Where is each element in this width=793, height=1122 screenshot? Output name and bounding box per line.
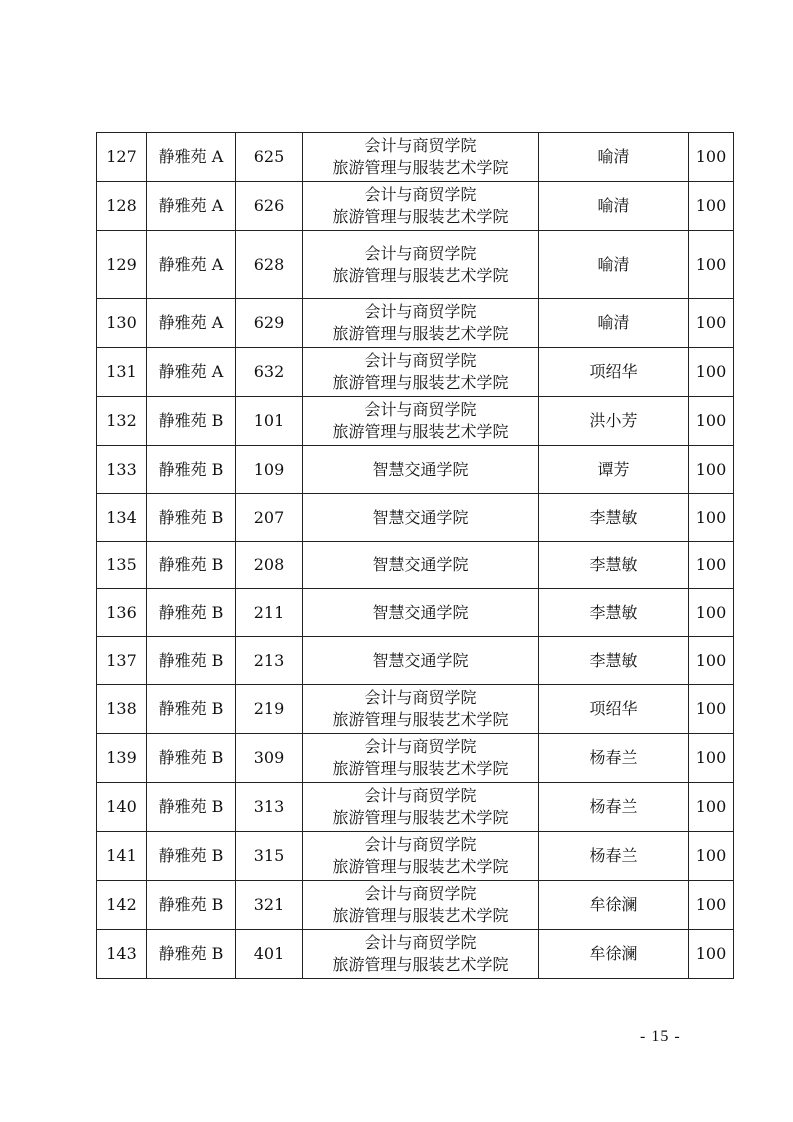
score-cell: 100	[689, 783, 734, 832]
college-line: 会计与商贸学院	[364, 884, 477, 903]
college-cell	[303, 881, 539, 930]
room-cell: 313	[236, 783, 303, 832]
table-row	[97, 637, 734, 685]
building-cell: 静雅苑 A	[147, 133, 236, 182]
table-row	[97, 348, 734, 397]
college-line: 智慧交通学院	[372, 602, 469, 622]
row-number-cell: 129	[97, 231, 147, 299]
room-cell: 208	[236, 542, 303, 589]
college-line: 智慧交通学院	[372, 459, 469, 479]
row-number-cell: 139	[97, 734, 147, 783]
college-line: 会计与商贸学院	[364, 835, 477, 854]
manager-cell: 李慧敏	[539, 589, 689, 637]
score-cell: 100	[689, 832, 734, 881]
score-cell: 100	[689, 494, 734, 542]
row-number-cell: 135	[97, 542, 147, 589]
table-row	[97, 182, 734, 231]
college-line: 旅游管理与服装艺术学院	[332, 324, 509, 343]
college-cell	[303, 494, 539, 542]
room-cell: 321	[236, 881, 303, 930]
table-row	[97, 783, 734, 832]
room-cell: 309	[236, 734, 303, 783]
row-number-cell: 142	[97, 881, 147, 930]
row-number-cell: 131	[97, 348, 147, 397]
building-cell: 静雅苑 B	[147, 685, 236, 734]
score-cell: 100	[689, 182, 734, 231]
table-row	[97, 299, 734, 348]
college-line: 会计与商贸学院	[364, 302, 477, 321]
college-cell	[303, 685, 539, 734]
table-row	[97, 930, 734, 979]
college-line: 会计与商贸学院	[364, 737, 477, 756]
college-line: 会计与商贸学院	[364, 400, 477, 419]
college-line: 旅游管理与服装艺术学院	[332, 422, 509, 441]
room-cell: 219	[236, 685, 303, 734]
row-number-cell: 133	[97, 446, 147, 494]
room-cell: 632	[236, 348, 303, 397]
college-cell	[303, 182, 539, 231]
manager-cell: 李慧敏	[539, 494, 689, 542]
college-cell	[303, 299, 539, 348]
score-cell: 100	[689, 881, 734, 930]
score-cell: 100	[689, 930, 734, 979]
table-row	[97, 446, 734, 494]
page-number: - 15 -	[640, 1028, 681, 1045]
college-cell	[303, 783, 539, 832]
room-cell: 401	[236, 930, 303, 979]
row-number-cell: 128	[97, 182, 147, 231]
college-line: 旅游管理与服装艺术学院	[332, 955, 509, 974]
dorm-inspection-table	[96, 132, 734, 979]
table-row	[97, 231, 734, 299]
college-cell	[303, 231, 539, 299]
manager-cell: 牟徐澜	[539, 930, 689, 979]
building-cell: 静雅苑 B	[147, 783, 236, 832]
room-cell: 109	[236, 446, 303, 494]
table-row	[97, 832, 734, 881]
college-line: 会计与商贸学院	[364, 185, 477, 204]
college-line: 旅游管理与服装艺术学院	[332, 710, 509, 729]
score-cell: 100	[689, 133, 734, 182]
score-cell: 100	[689, 397, 734, 446]
college-cell	[303, 133, 539, 182]
building-cell: 静雅苑 A	[147, 299, 236, 348]
college-line: 会计与商贸学院	[364, 136, 477, 155]
table-row	[97, 589, 734, 637]
table-row	[97, 397, 734, 446]
college-line: 智慧交通学院	[372, 650, 469, 670]
college-line: 智慧交通学院	[372, 507, 469, 527]
college-line: 旅游管理与服装艺术学院	[332, 759, 509, 778]
college-line: 旅游管理与服装艺术学院	[332, 373, 509, 392]
college-cell	[303, 832, 539, 881]
college-line: 会计与商贸学院	[364, 786, 477, 805]
table-row	[97, 734, 734, 783]
score-cell: 100	[689, 446, 734, 494]
room-cell: 213	[236, 637, 303, 685]
room-cell: 207	[236, 494, 303, 542]
building-cell: 静雅苑 A	[147, 231, 236, 299]
college-cell	[303, 589, 539, 637]
manager-cell: 项绍华	[539, 685, 689, 734]
college-cell	[303, 734, 539, 783]
row-number-cell: 136	[97, 589, 147, 637]
score-cell: 100	[689, 299, 734, 348]
college-line: 旅游管理与服装艺术学院	[332, 158, 509, 177]
building-cell: 静雅苑 B	[147, 637, 236, 685]
score-cell: 100	[689, 734, 734, 783]
building-cell: 静雅苑 B	[147, 881, 236, 930]
building-cell: 静雅苑 B	[147, 734, 236, 783]
building-cell: 静雅苑 B	[147, 494, 236, 542]
room-cell: 211	[236, 589, 303, 637]
row-number-cell: 132	[97, 397, 147, 446]
college-line: 智慧交通学院	[372, 555, 469, 574]
room-cell: 101	[236, 397, 303, 446]
college-line: 旅游管理与服装艺术学院	[332, 207, 509, 226]
college-line: 会计与商贸学院	[364, 351, 477, 370]
college-cell	[303, 446, 539, 494]
college-line: 会计与商贸学院	[364, 243, 477, 263]
score-cell: 100	[689, 685, 734, 734]
room-cell: 626	[236, 182, 303, 231]
room-cell: 629	[236, 299, 303, 348]
college-line: 会计与商贸学院	[364, 688, 477, 707]
building-cell: 静雅苑 B	[147, 397, 236, 446]
manager-cell: 杨春兰	[539, 832, 689, 881]
college-line: 旅游管理与服装艺术学院	[332, 265, 509, 285]
row-number-cell: 143	[97, 930, 147, 979]
college-cell	[303, 637, 539, 685]
building-cell: 静雅苑 B	[147, 832, 236, 881]
row-number-cell: 134	[97, 494, 147, 542]
row-number-cell: 138	[97, 685, 147, 734]
score-cell: 100	[689, 542, 734, 589]
table-row	[97, 494, 734, 542]
table-row	[97, 685, 734, 734]
college-line: 旅游管理与服装艺术学院	[332, 906, 509, 925]
row-number-cell: 130	[97, 299, 147, 348]
room-cell: 625	[236, 133, 303, 182]
row-number-cell: 127	[97, 133, 147, 182]
table-body	[97, 133, 734, 979]
score-cell: 100	[689, 637, 734, 685]
college-cell	[303, 397, 539, 446]
college-line: 会计与商贸学院	[364, 933, 477, 952]
table-row	[97, 133, 734, 182]
manager-cell: 杨春兰	[539, 734, 689, 783]
manager-cell: 喻清	[539, 182, 689, 231]
college-line: 旅游管理与服装艺术学院	[332, 808, 509, 827]
manager-cell: 谭芳	[539, 446, 689, 494]
row-number-cell: 137	[97, 637, 147, 685]
building-cell: 静雅苑 B	[147, 446, 236, 494]
score-cell: 100	[689, 348, 734, 397]
building-cell: 静雅苑 B	[147, 589, 236, 637]
manager-cell: 杨春兰	[539, 783, 689, 832]
building-cell: 静雅苑 A	[147, 348, 236, 397]
score-cell: 100	[689, 231, 734, 299]
building-cell: 静雅苑 B	[147, 930, 236, 979]
manager-cell: 牟徐澜	[539, 881, 689, 930]
table-row	[97, 881, 734, 930]
row-number-cell: 141	[97, 832, 147, 881]
row-number-cell: 140	[97, 783, 147, 832]
manager-cell: 李慧敏	[539, 542, 689, 589]
manager-cell: 喻清	[539, 231, 689, 299]
building-cell: 静雅苑 B	[147, 542, 236, 589]
score-cell: 100	[689, 589, 734, 637]
room-cell: 628	[236, 231, 303, 299]
manager-cell: 项绍华	[539, 348, 689, 397]
building-cell: 静雅苑 A	[147, 182, 236, 231]
college-cell	[303, 930, 539, 979]
manager-cell: 喻清	[539, 299, 689, 348]
manager-cell: 洪小芳	[539, 397, 689, 446]
manager-cell: 喻清	[539, 133, 689, 182]
table-row	[97, 542, 734, 589]
room-cell: 315	[236, 832, 303, 881]
college-cell	[303, 348, 539, 397]
college-cell	[303, 542, 539, 589]
manager-cell: 李慧敏	[539, 637, 689, 685]
college-line: 旅游管理与服装艺术学院	[332, 857, 509, 876]
